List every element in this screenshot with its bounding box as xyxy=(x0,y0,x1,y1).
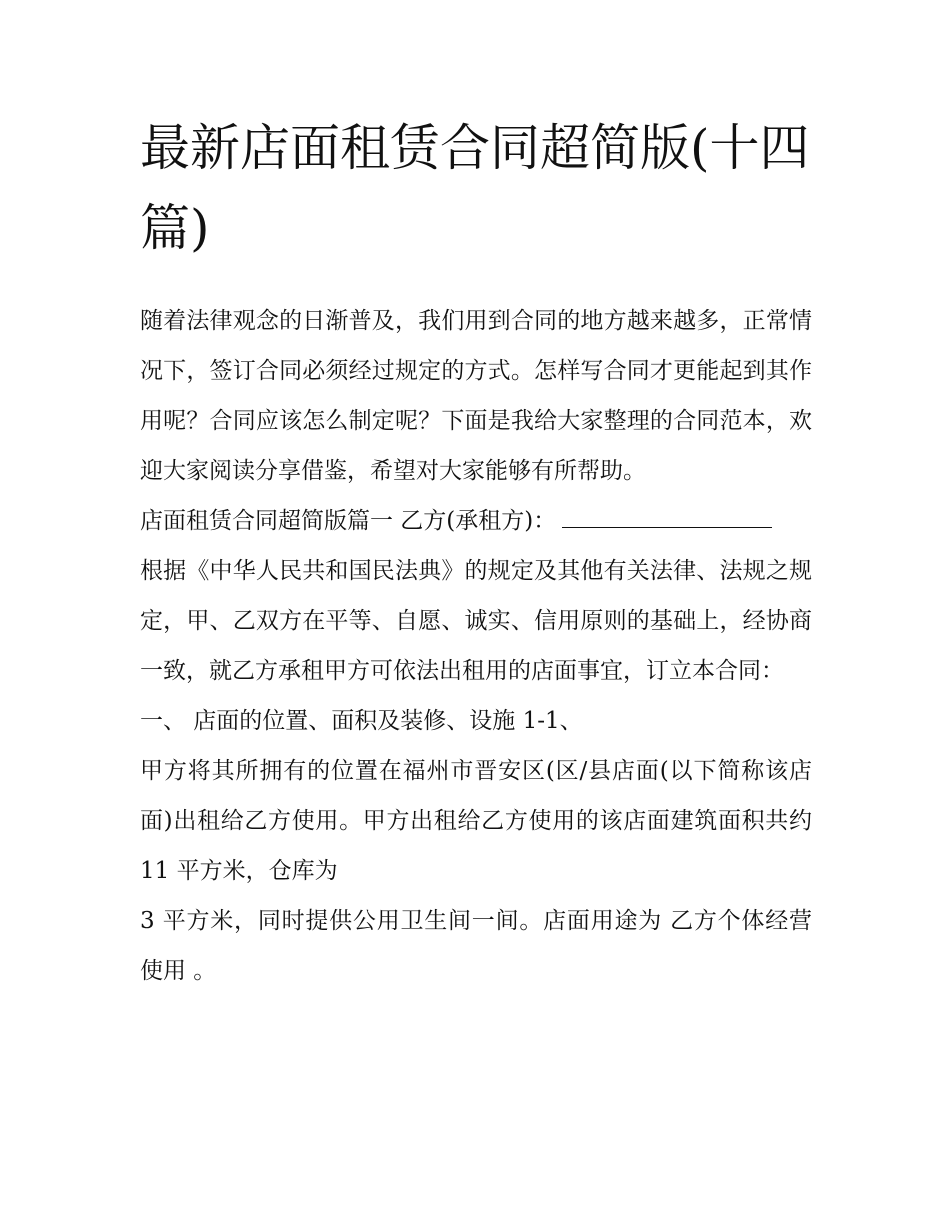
clause1-body-continued: 3 平方米，同时提供公用卫生间一间。店面用途为 乙方个体经营使用 。 xyxy=(140,908,812,984)
tenant-name-blank xyxy=(562,501,772,528)
section-heading: 店面租赁合同超简版篇一 乙方(承租方)： xyxy=(140,508,557,534)
document-title: 最新店面租赁合同超简版(十四篇) xyxy=(140,119,810,257)
intro-paragraph: 随着法律观念的日渐普及，我们用到合同的地方越来越多，正常情况下，签订合同必须经过规定的方式。怎样写合同才更能起到其作用呢？合同应该怎么制定呢？下面是我给大家整理的合同范本，欢迎大家阅读分享借鉴，希望对大家能够有所帮助。 xyxy=(140,308,812,484)
document-page xyxy=(140,108,812,996)
clause1-heading: 一、 店面的位置、面积及装修、设施 1-1、 xyxy=(140,708,583,734)
section-heading-line xyxy=(140,496,812,546)
clause1-body: 甲方将其所拥有的位置在福州市晋安区(区/县店面(以下简称该店面)出租给乙方使用。甲方出租给乙方使用的该店面建筑面积共约 11 平方米，仓库为 xyxy=(140,758,812,884)
legal-basis-paragraph: 根据《中华人民共和国民法典》的规定及其他有关法律、法规之规定，甲、乙双方在平等、自愿、诚实、信用原则的基础上，经协商一致，就乙方承租甲方可依法出租用的店面事宜，订立本合同： xyxy=(140,558,812,684)
